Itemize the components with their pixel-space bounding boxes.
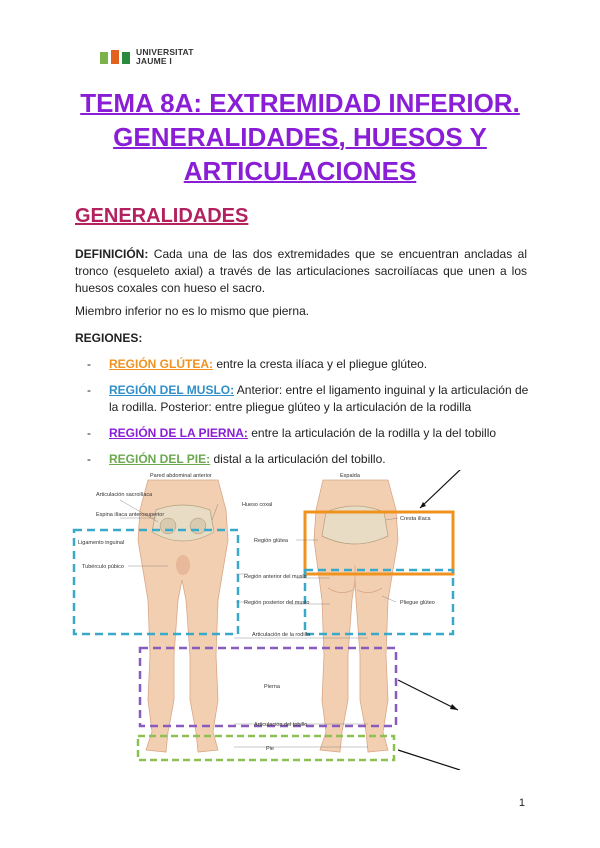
region-text: entre la cresta ilíaca y el pliegue glúteo.	[213, 357, 428, 371]
region-item-muslo: - REGIÓN DEL MUSLO: Anterior: entre el ligamento inguinal y la articulación de la rodilla. Posterior: entre pliegue glúteo y la articulación de la rodilla	[87, 383, 529, 414]
logo-mark-icon	[100, 50, 130, 64]
region-item-pierna: - REGIÓN DE LA PIERNA: entre la articulación de la rodilla y la del tobillo	[87, 426, 497, 440]
label-region-post: Región posterior del muslo	[244, 600, 310, 606]
label-pie: Pie	[266, 746, 274, 752]
label-lig-ing: Ligamento inguinal	[78, 540, 125, 546]
definition-paragraph	[75, 246, 527, 297]
definition-label: DEFINICIÓN:	[75, 247, 149, 261]
region-label: REGIÓN GLÚTEA:	[109, 357, 213, 371]
label-espina: Espina ilíaca anterosuperior	[96, 512, 165, 518]
region-label: REGIÓN DEL MUSLO:	[109, 383, 235, 397]
arrow-icon	[420, 470, 462, 508]
university-logo	[100, 48, 194, 66]
region-item-glutea: - REGIÓN GLÚTEA: entre la cresta ilíaca y el pliegue glúteo.	[87, 357, 428, 371]
region-item-pie: - REGIÓN DEL PIE: distal a la articulación del tobillo.	[87, 452, 386, 466]
region-text: Anterior: entre el ligamento inguinal y la articulación de la rodilla. Posterior: entre pliegue glúteo y la articulación de la rodilla	[109, 383, 529, 414]
posterior-view-illustration	[314, 480, 398, 752]
label-pierna: Pierna	[264, 684, 280, 690]
note-paragraph: Miembro inferior no es lo mismo que pierna.	[75, 304, 310, 318]
region-text: distal a la articulación del tobillo.	[210, 452, 386, 466]
regions-title: REGIONES:	[75, 331, 143, 345]
label-artic-sacro: Articulación sacroilíaca	[96, 492, 153, 498]
label-region-glutea: Región glútea	[254, 538, 288, 544]
label-tuberculo: Tubérculo púbico	[82, 564, 124, 570]
label-region-ant: Región anterior del muslo	[244, 574, 307, 580]
definition-text: Cada una de las dos extremidades que se encuentran ancladas al tronco (esqueleto axial) a través de las articulaciones sacroilíacas que unen a los huesos coxales con hueso el sacro.	[75, 247, 527, 295]
label-artic-rodilla: Articulación de la rodilla	[252, 632, 311, 638]
label-pliegue: Pliegue glúteo	[400, 600, 435, 606]
logo-line2: JAUME I	[136, 56, 172, 66]
arrow-icon	[398, 750, 460, 770]
page-number: 1	[518, 797, 525, 809]
arrow-head-icon	[450, 704, 458, 710]
label-cresta: Cresta ilíaca	[400, 516, 431, 522]
label-pared: Pared abdominal anterior	[150, 473, 212, 479]
anterior-view-illustration	[138, 480, 228, 752]
section-title: GENERALIDADES	[75, 205, 249, 227]
page-title: TEMA 8A: EXTREMIDAD INFERIOR. GENERALIDADES, HUESOS Y ARTICULACIONES	[80, 88, 520, 186]
arrow-icon	[398, 680, 458, 710]
region-text: entre la articulación de la rodilla y la del tobillo	[247, 426, 497, 440]
logo-line1: UNIVERSITAT	[136, 47, 194, 57]
region-label: REGIÓN DE LA PIERNA:	[109, 426, 248, 440]
label-artic-tobillo: Articulación del tobillo	[254, 722, 308, 728]
lower-limb-regions-figure	[68, 470, 468, 770]
label-hueso-coxal: Hueso coxal	[242, 502, 273, 508]
region-label: REGIÓN DEL PIE:	[109, 452, 211, 466]
label-espalda: Espalda	[340, 473, 360, 479]
